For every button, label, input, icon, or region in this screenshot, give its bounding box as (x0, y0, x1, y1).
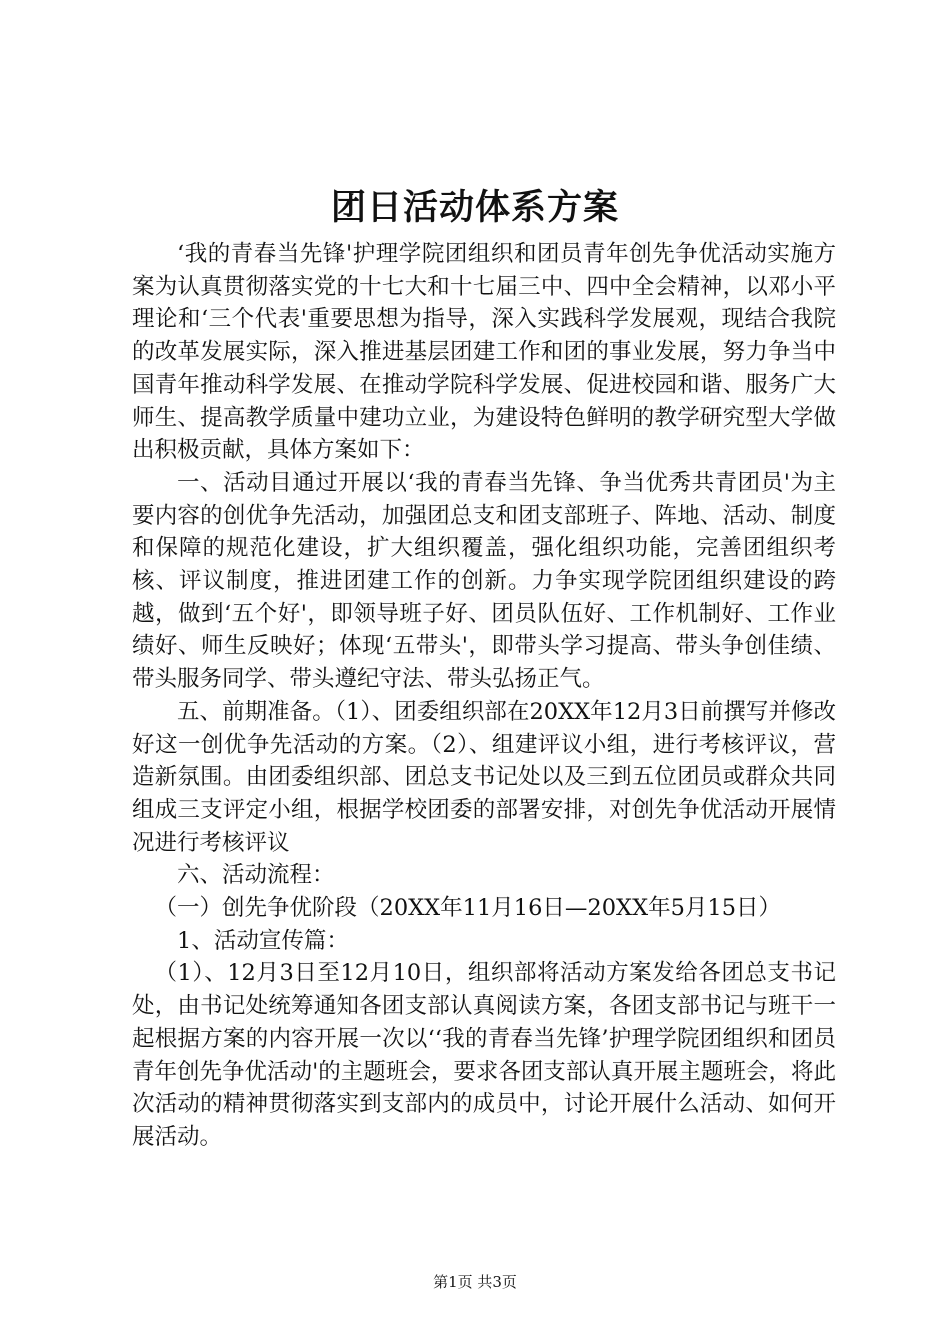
document-title: 团日活动体系方案 (330, 187, 619, 228)
document-body (132, 238, 836, 1154)
paragraph-stage-heading: （一）创先争优阶段（20XX年11月16日—20XX年5月15日） (154, 895, 782, 922)
paragraph-intro: ‘我的青春当先锋'护理学院团组织和团员青年创先争优活动实施方案为认真贯彻落实党的十七大和十七届三中、四中全会精神，以邓小平理论和‘三个代表'重要思想为指导，深入实践科学发展观，现结合我院的改革发展实际，深入推进基层团建工作和团的事业发展，努力争当中国青年推动科学发展、在推动学院科学发展、促进校园和谐、服务广大师生、提高教学质量中建功立业，为建设特色鲜明的教学研究型大学做出积极贡献，具体方案如下： (132, 241, 836, 464)
page-footer: 第1页 共3页 (433, 1273, 517, 1291)
paragraph-preparation: 五、前期准备。（1）、团委组织部在20XX年12月3日前撰写并修改好这一创优争先活动的方案。（2）、组建评议小组，进行考核评议，营造新氛围。由团委组织部、团总支书记处以及三到五位团员或群众共同组成三支评定小组，根据学校团委的部署安排，对创先争优活动开展情况进行考核评议 (132, 698, 836, 856)
paragraph-process-heading: 六、活动流程： (177, 862, 335, 889)
paragraph-publicity-heading: 1、活动宣传篇： (177, 927, 349, 954)
paragraph-publicity-detail: （1）、12月3日至12月10日，组织部将活动方案发给各团总支书记处，由书记处统筹通知各团支部认真阅读方案，各团支部书记与班干一起根据方案的内容开展一次以‘‘我的青春当先锋’护理学院团组织和团员青年创先争优活动'的主题班会，要求各团支部认真开展主题班会，将此次活动的精神贯彻落实到支部内的成员中，讨论开展什么活动、如何开展活动。 (132, 960, 836, 1150)
paragraph-goal: 一、活动目通过开展以‘我的青春当先锋、争当优秀共青团员'为主要内容的创优争先活动，加强团总支和团支部班子、阵地、活动、制度和保障的规范化建设，扩大组织覆盖，强化组织功能，完善团组织考核、评议制度，推进团建工作的创新。力争实现学院团组织建设的跨越，做到‘五个好'，即领导班子好、团员队伍好、工作机制好、工作业绩好、师生反映好；体现‘五带头'，即带头学习提高、带头争创佳绩、带头服务同学、带头遵纪守法、带头弘扬正气。 (132, 469, 836, 693)
